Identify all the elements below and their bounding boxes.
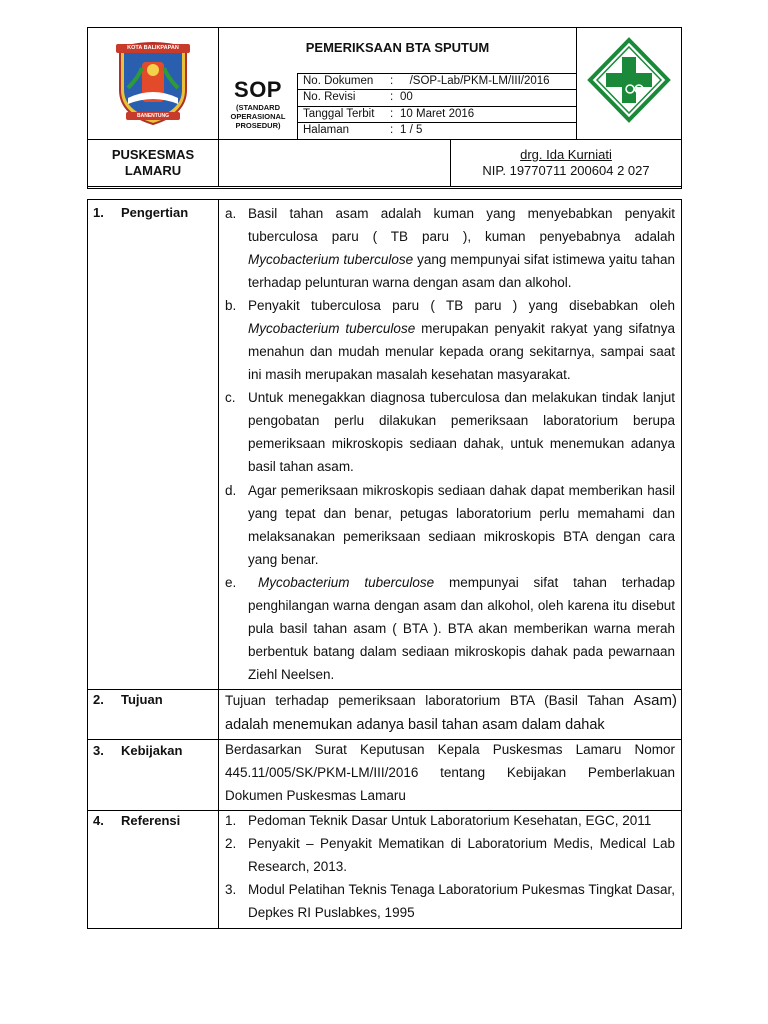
meta-row-tanggal xyxy=(303,106,575,122)
tujuan-text xyxy=(225,689,677,737)
signer-nip: NIP. 19770711 200604 2 027 xyxy=(482,163,650,178)
meta-key: Halaman xyxy=(303,124,350,136)
section-label-tujuan: Tujuan xyxy=(121,692,163,707)
meta-colon: : xyxy=(390,75,394,87)
item-text: Basil tahan asam adalah kuman yang menyebabkan penyakit tuberculosa paru ( TB paru ), kuman penyebabnya adalah xyxy=(248,206,675,244)
meta-colon: : xyxy=(390,108,394,120)
section-number: 2. xyxy=(93,692,104,707)
emblem-banner-top: KOTA BALIKPAPAN xyxy=(127,45,179,51)
list-marker: e. xyxy=(225,575,237,590)
meta-colon: : xyxy=(390,91,394,103)
list-marker: c. xyxy=(225,390,236,405)
section-label-referensi: Referensi xyxy=(121,813,181,828)
tujuan-line1: Tujuan terhadap pemeriksaan laboratorium BTA (Basil Tahan xyxy=(225,693,625,708)
puskesmas-logo-icon xyxy=(587,37,671,123)
list-item xyxy=(248,571,675,686)
list-marker: 2. xyxy=(225,836,237,851)
tujuan-line1-tail: Asam) xyxy=(633,692,677,709)
item-italic-term: Mycobacterium tuberculose xyxy=(248,321,416,336)
puskesmas-name: PUSKESMAS LAMARU xyxy=(111,147,195,178)
list-marker: b. xyxy=(225,298,237,313)
list-item: Pedoman Teknik Dasar Untuk Laboratorium Kesehatan, EGC, 2011 xyxy=(248,813,652,828)
meta-value: /SOP-Lab/PKM-LM/III/2016 xyxy=(400,75,550,87)
list-marker: 3. xyxy=(225,882,237,897)
list-marker: 1. xyxy=(225,813,237,828)
meta-key: No. Dokumen xyxy=(303,75,374,87)
signature-block xyxy=(451,147,681,179)
kebijakan-text: Berdasarkan Surat Keputusan Kepala Puskesmas Lamaru Nomor 445.11/005/SK/PKM-LM/III/2016 tentang Kebijakan Pemberlakuan Dokumen Puskesmas Lamaru xyxy=(225,742,675,803)
list-item: Untuk menegakkan diagnosa tuberculosa dan melakukan tindak lanjut pengobatan perlu dilakukan pemeriksaan laboratorium berupa pemeriksaan mikroskopis sediaan dahak, untuk menemukan adanya basil tahan asam. xyxy=(248,390,675,474)
meta-value: 00 xyxy=(400,91,413,103)
meta-row-halaman xyxy=(303,122,575,138)
section-number: 1. xyxy=(93,205,104,220)
item-italic-term: Mycobacterium tuberculose xyxy=(248,252,414,267)
meta-value: 1 / 5 xyxy=(400,124,423,136)
list-marker: d. xyxy=(225,483,237,498)
meta-value: 10 Maret 2016 xyxy=(400,108,475,120)
sop-label: SOP xyxy=(234,77,282,102)
list-item: Modul Pelatihan Teknis Tenaga Laboratorium Pukesmas Tingkat Dasar, Depkes RI Puslabkes, 1995 xyxy=(248,882,675,920)
meta-key: Tanggal Terbit xyxy=(303,108,375,120)
section-label-kebijakan: Kebijakan xyxy=(121,743,183,758)
signer-name: drg. Ida Kurniati xyxy=(520,147,612,162)
meta-key: No. Revisi xyxy=(303,91,356,103)
city-emblem-logo xyxy=(108,38,198,128)
item-text-cont: merupakan penyakit rakyat yang sifatnya menahun dan mudah menular kepada orang sekitarnya, sampai saat ini masih merupakan masalah kesehatan masyarakat. xyxy=(248,321,675,382)
meta-row-revisi xyxy=(303,89,575,105)
meta-row-dokumen xyxy=(303,73,575,89)
item-text-cont: yang mempunyai sifat istimewa yaitu tahan terhadap pelunturan warna dengan asam dan alkohol. xyxy=(248,252,675,290)
document-title: PEMERIKSAAN BTA SPUTUM xyxy=(305,40,490,55)
list-item xyxy=(248,294,675,386)
list-marker: a. xyxy=(225,206,237,221)
puskesmas-logo xyxy=(587,37,671,123)
tujuan-line2: adalah menemukan adanya basil tahan asam dalam dahak xyxy=(225,717,605,733)
sop-full-label: (STANDARD OPERASIONAL PROSEDUR) xyxy=(230,103,286,130)
section-label-pengertian: Pengertian xyxy=(121,205,189,220)
item-text: Penyakit tuberculosa paru ( TB paru ) yang disebabkan oleh xyxy=(248,298,675,313)
section-number: 3. xyxy=(93,743,104,758)
section-number: 4. xyxy=(93,813,104,828)
emblem-banner-bottom: BANENTUNG xyxy=(137,113,169,119)
item-italic-term: Mycobacterium tuberculose xyxy=(258,575,435,590)
item-text-cont: mempunyai sifat tahan terhadap penghilangan warna dengan asam dan alkohol, oleh karena itu disebut pula basil tahan asam ( BTA ). BTA akan memberikan warna merah berbentuk batang dalam sediaan mikroskopis dahak pada pewarnaan Ziehl Neelsen. xyxy=(248,575,675,682)
meta-colon: : xyxy=(390,124,394,136)
list-item: Agar pemeriksaan mikroskopis sediaan dahak dapat memberikan hasil yang tepat dan benar, petugas laboratorium perlu memahami dan melaksanakan pemeriksaan sediaan mikroskopis BTA dengan cara yang benar. xyxy=(248,483,675,567)
list-item: Penyakit – Penyakit Mematikan di Laboratorium Medis, Medical Lab Research, 2013. xyxy=(248,836,675,874)
list-item xyxy=(248,202,675,294)
